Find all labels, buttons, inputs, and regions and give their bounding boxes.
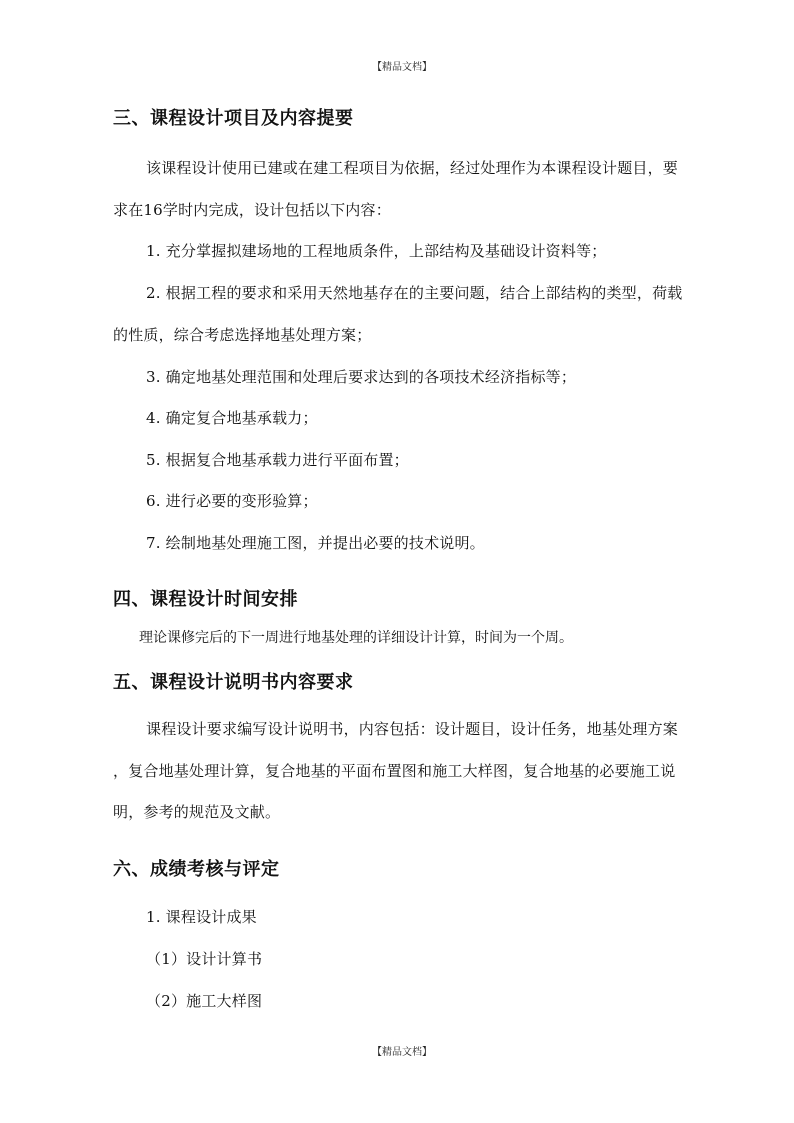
section-3-intro-line-1: 该课程设计使用已建或在建工程项目为依据，经过处理作为本课程设计题目，要 [146,159,679,177]
header-mark: 【精品文档】 [372,62,432,73]
section-6-sub-2: （2）施工大样图 [146,992,263,1010]
section-4-text: 理论课修完后的下一周进行地基处理的详细设计计算，时间为一个周。 [139,630,573,646]
section-5-heading: 五、课程设计说明书内容要求 [113,672,354,693]
section-3-item-2-cont: 的性质，综合考虑选择地基处理方案； [113,326,372,344]
section-3-item-2: 2. 根据工程的要求和采用天然地基存在的主要问题，结合上部结构的类型，荷载 [146,284,683,302]
section-3-item-5: 5. 根据复合地基承载力进行平面布置； [146,451,409,469]
footer-mark: 【精品文档】 [372,1047,432,1058]
section-5-line-1: 课程设计要求编写设计说明书，内容包括：设计题目，设计任务，地基处理方案 [146,720,679,738]
section-5-line-2: ，复合地基处理计算，复合地基的平面布置图和施工大样图，复合地基的必要施工说 [113,762,676,780]
section-3-item-1: 1. 充分掌握拟建场地的工程地质条件，上部结构及基础设计资料等； [146,242,607,260]
section-6-sub-1: （1）设计计算书 [146,950,263,968]
section-3-item-6: 6. 进行必要的变形验算； [146,492,318,510]
section-6-heading: 六、成绩考核与评定 [113,859,280,880]
section-3-heading: 三、课程设计项目及内容提要 [113,108,354,129]
section-3-item-3: 3. 确定地基处理范围和处理后要求达到的各项技术经济指标等； [146,368,577,386]
section-6-item-1: 1. 课程设计成果 [146,908,257,926]
section-4-heading: 四、课程设计时间安排 [113,589,298,610]
section-5-line-3: 明，参考的规范及文献。 [113,803,281,821]
section-3-item-7: 7. 绘制地基处理施工图，并提出必要的技术说明。 [146,534,485,552]
section-3-item-4: 4. 确定复合地基承载力； [146,409,318,427]
section-3-intro-line-2: 求在16学时内完成，设计包括以下内容： [113,201,391,219]
